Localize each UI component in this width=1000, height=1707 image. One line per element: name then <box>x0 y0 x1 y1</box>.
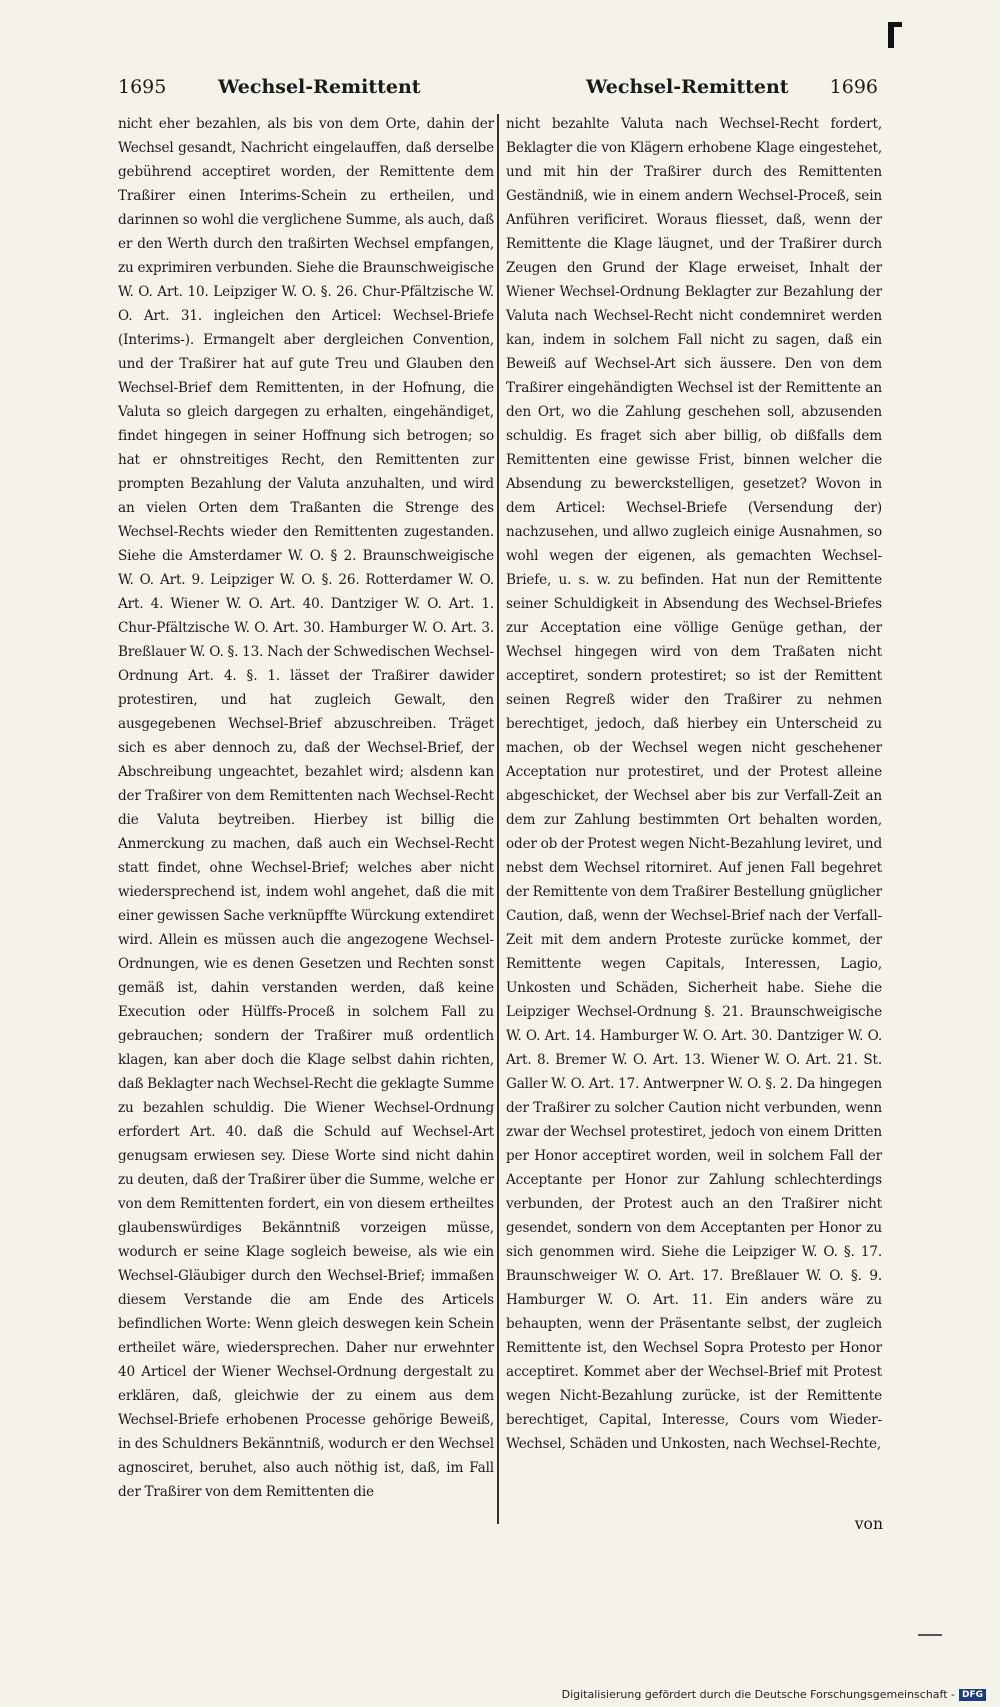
page-number-left: 1695 <box>118 76 167 98</box>
catchword: von <box>854 1515 883 1533</box>
footer-text: Digitalisierung gefördert durch die Deutsche Forschungsgemeinschaft - <box>561 1688 955 1701</box>
right-column <box>506 112 882 1456</box>
edge-mark <box>918 1634 942 1636</box>
page-number-right: 1696 <box>829 76 878 98</box>
running-head-left: Wechsel-Remittent <box>218 76 421 98</box>
dfg-logo: DFG <box>959 1689 986 1701</box>
running-head-right: Wechsel-Remittent <box>586 76 789 98</box>
corner-mark-top <box>888 22 902 27</box>
left-column <box>118 112 494 1504</box>
column-divider <box>497 114 499 1524</box>
left-column-text: nicht eher bezahlen, als bis von dem Orte, dahin der Wechsel gesandt, Nachricht eingelauffen, daß derselbe gebührend acceptiret worden, der Remittente dem Traßirer einen Interims-Schein zu ertheilen, und darinnen so wohl die verglichene Summe, als auch, daß er den Werth durch den traßirten Wechsel empfangen, zu exprimiren verbunden. Siehe die Braunschweigische W. O. Art. 10. Leipziger W. O. §. 26. Chur-Pfältzische W. O. Art. 31. ingleichen den Articel: Wechsel-Briefe (Interims-). Ermangelt aber dergleichen Convention, und der Traßirer hat auf gute Treu und Glauben den Wechsel-Brief dem Remittenten, in der Hofnung, die Valuta so gleich dargegen zu erhalten, eingehändiget, findet hingegen in seiner Hoffnung sich betrogen; so hat er ohnstreitiges Recht, den Remittenten zur prompten Bezahlung der Valuta anzuhalten, und wird an vielen Orten dem Traßanten die Strenge des Wechsel-Rechts wieder den Remittenten zugestanden. Siehe die Amsterdamer W. O. § 2. Braunschweigische W. O. Art. 9. Leipziger W. O. §. 26. Rotterdamer W. O. Art. 4. Wiener W. O. Art. 40. Dantziger W. O. Art. 1. Chur-Pfältzische W. O. Art. 30. Hamburger W. O. Art. 3. Breßlauer W. O. §. 13. Nach der Schwedischen Wechsel-Ordnung Art. 4. §. 1. lässet der Traßirer dawider protestiren, und hat zugleich Gewalt, den ausgegebenen Wechsel-Brief abzuschreiben. Träget sich es aber dennoch zu, daß der Wechsel-Brief, der Abschreibung ungeachtet, bezahlet wird; alsdenn kan der Traßirer von dem Remittenten nach Wechsel-Recht die Valuta beytreiben. Hierbey ist billig die Anmerckung zu machen, daß auch ein Wechsel-Recht statt findet, ohne Wechsel-Brief; welches aber nicht wiedersprechend ist, indem wohl angehet, daß die mit einer gewissen Sache verknüpffte Würckung extendiret wird. Allein es müssen auch die angezogene Wechsel-Ordnungen, wie es denen Gesetzen und Rechten sonst gemäß ist, dahin verstanden werden, daß keine Execution oder Hülffs-Proceß in solchem Fall zu gebrauchen; sondern der Traßirer muß ordentlich klagen, kan aber doch die Klage selbst dahin richten, daß Beklagter nach Wechsel-Recht die geklagte Summe zu bezahlen schuldig. Die Wiener Wechsel-Ordnung erfordert Art. 40. daß die Schuld auf Wechsel-Art genugsam erwiesen sey. Diese Worte sind nicht dahin zu deuten, daß der Traßirer über die Summe, welche er von dem Remittenten fordert, ein von diesem ertheiltes glaubenswürdiges Bekänntniß vorzeigen müsse, wodurch er seine Klage sogleich beweise, als wie ein Wechsel-Gläubiger durch den Wechsel-Brief; immaßen diesem Verstande die am Ende des Articels befindlichen Worte: Wenn gleich deswegen kein Schein ertheilet wäre, wiedersprechen. Daher nur erwehnter 40 Articel der Wiener Wechsel-Ordnung dergestalt zu erklären, daß, gleichwie der zu einem aus dem Wechsel-Briefe erhobenen Processe gehörige Beweiß, in des Schuldners Bekänntniß, wodurch er den Wechsel agnosciret, beruhet, also auch nöthig ist, daß, im Fall der Traßirer von dem Remittenten die <box>118 116 494 1500</box>
right-column-text: nicht bezahlte Valuta nach Wechsel-Recht fordert, Beklagter die von Klägern erhobene Klage eingestehet, und mit hin der Traßirer durch des Remittenten Geständniß, wie in einem andern Wechsel-Proceß, sein Anführen verificiret. Woraus fliesset, daß, wenn der Remittente die Klage läugnet, und der Traßirer durch Zeugen den Grund der Klage erweiset, Inhalt der Wiener Wechsel-Ordnung Beklagter zur Bezahlung der Valuta nach Wechsel-Recht nicht condemniret werden kan, indem in solchem Fall nicht zu sagen, daß ein Beweiß auf Wechsel-Art sich äussere. Den von dem Traßirer eingehändigten Wechsel ist der Remittente an den Ort, wo die Zahlung geschehen soll, abzusenden schuldig. Es fraget sich aber billig, ob dißfalls dem Remittenten eine gewisse Frist, binnen welcher die Absendung zu bewerckstelligen, gesetzet? Wovon in dem Articel: Wechsel-Briefe (Versendung der) nachzusehen, und allwo zugleich einige Ausnahmen, so wohl wegen der eigenen, als gemachten Wechsel-Briefe, u. s. w. zu befinden. Hat nun der Remittente seiner Schuldigkeit in Absendung des Wechsel-Briefes zur Acceptation eine völlige Genüge gethan, der Wechsel hingegen wird von dem Traßaten nicht acceptiret, sondern protestiret; so ist der Remittent seinen Regreß wider den Traßirer zu nehmen berechtiget, jedoch, daß hierbey ein Unterscheid zu machen, ob der Wechsel wegen nicht geschehener Acceptation nur protestiret, und der Protest alleine abgeschicket, der Wechsel aber bis zur Verfall-Zeit an dem zur Zahlung bestimmten Ort behalten worden, oder ob der Protest wegen Nicht-Bezahlung leviret, und nebst dem Wechsel ritorniret. Auf jenen Fall begehret der Remittente von dem Traßirer Bestellung gnüglicher Caution, daß, wenn der Wechsel-Brief nach der Verfall-Zeit mit dem andern Proteste zurücke kommet, der Remittente wegen Capitals, Interessen, Lagio, Unkosten und Schäden, Sicherheit habe. Siehe die Leipziger Wechsel-Ordnung §. 21. Braunschweigische W. O. Art. 14. Hamburger W. O. Art. 30. Dantziger W. O. Art. 8. Bremer W. O. Art. 13. Wiener W. O. Art. 21. St. Galler W. O. Art. 17. Antwerpner W. O. §. 2. Da hingegen der Traßirer zu solcher Caution nicht verbunden, wenn zwar der Wechsel protestiret, jedoch von einem Dritten per Honor acceptiret worden, weil in solchem Fall der Acceptante per Honor zur Zahlung schlechterdings verbunden, der Protest auch an den Traßirer nicht gesendet, sondern von dem Acceptanten per Honor zu sich genommen wird. Siehe die Leipziger W. O. §. 17. Braunschweiger W. O. Art. 17. Breßlauer W. O. §. 9. Hamburger W. O. Art. 11. Ein anders wäre zu behaupten, wenn der Präsentante selbst, der zugleich Remittente ist, den Wechsel Sopra Protesto per Honor acceptiret. Kommet aber der Wechsel-Brief mit Protest wegen Nicht-Bezahlung zurücke, ist der Remittente berechtiget, Capital, Interesse, Cours vom Wieder-Wechsel, Schäden und Unkosten, nach Wechsel-Rechte, <box>506 116 882 1452</box>
page-header <box>118 76 878 106</box>
digitization-footer <box>562 1688 986 1701</box>
